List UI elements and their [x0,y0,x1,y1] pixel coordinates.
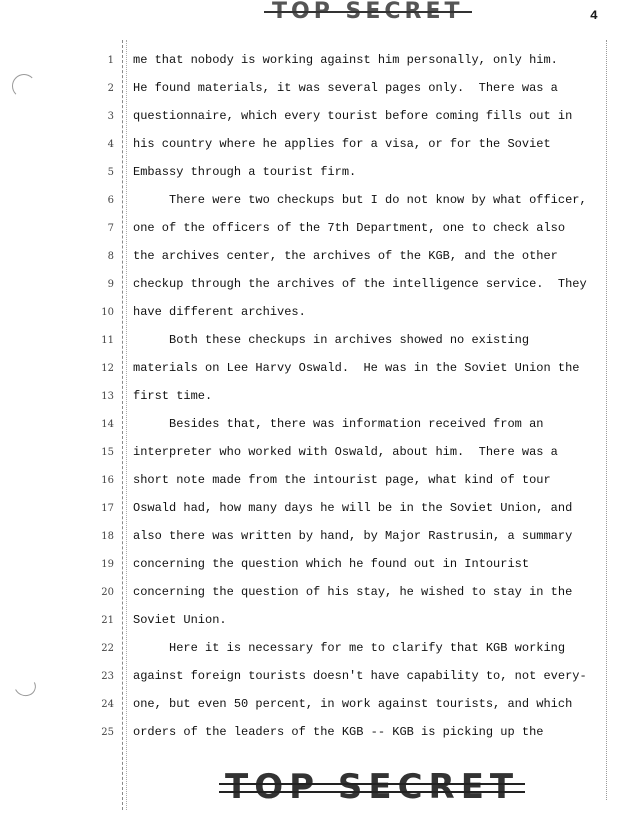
transcript-line: short note made from the intourist page, what kind of tour [133,473,551,487]
transcript-line: Embassy through a tourist firm. [133,165,357,179]
line-number: 9 [107,279,114,290]
transcript-line: materials on Lee Harvy Oswald. He was in the Soviet Union the [133,361,580,375]
top-secret-stamp-header: TOP SECRET [272,0,464,24]
line-number: 5 [107,167,114,178]
transcript-line: He found materials, it was several pages only. There was a [133,81,558,95]
punch-hole-mark [12,74,36,98]
transcript-line: orders of the leaders of the KGB -- KGB is picking up the [133,725,544,739]
transcript-line: questionnaire, which every tourist before coming fills out in [133,109,573,123]
line-number: 17 [101,503,114,514]
transcript-line: Soviet Union. [133,613,227,627]
line-number: 13 [101,391,114,402]
transcript-line: one, but even 50 percent, in work against tourists, and which [133,697,573,711]
line-number: 4 [107,139,114,150]
line-number: 15 [101,447,114,458]
transcript-line: concerning the question which he found out in Intourist [133,557,530,571]
transcript-line: against foreign tourists doesn't have capability to, not every- [133,669,587,683]
line-number: 2 [107,83,114,94]
left-margin-rule-inner [126,40,127,810]
transcript-line: his country where he applies for a visa, or for the Soviet [133,137,551,151]
transcript-line: checkup through the archives of the intelligence service. They [133,277,587,291]
line-number: 20 [101,587,114,598]
line-number: 24 [101,699,114,710]
top-secret-stamp-footer: TOP SECRET [225,767,520,807]
transcript-line: interpreter who worked with Oswald, about him. There was a [133,445,558,459]
line-number: 1 [107,55,114,66]
page-number: 4 [590,8,598,23]
transcript-line: also there was written by hand, by Major Rastrusin, a summary [133,529,573,543]
line-number: 8 [107,251,114,262]
line-number: 18 [101,531,114,542]
punch-hole-mark [11,673,39,699]
transcript-line: Oswald had, how many days he will be in the Soviet Union, and [133,501,573,515]
line-number: 7 [107,223,114,234]
transcript-line: me that nobody is working against him personally, only him. [133,53,558,67]
transcript-line: There were two checkups but I do not know by what officer, [133,193,587,207]
transcript-line: first time. [133,389,213,403]
transcript-line: concerning the question of his stay, he wished to stay in the [133,585,573,599]
line-number: 23 [101,671,114,682]
transcript-line: Both these checkups in archives showed no existing [133,333,530,347]
right-margin-rule [606,40,607,800]
transcript-line: Besides that, there was information received from an [133,417,544,431]
transcript-line: Here it is necessary for me to clarify that KGB working [133,641,566,655]
line-number: 14 [101,419,114,430]
line-number: 12 [101,363,114,374]
transcript-line: have different archives. [133,305,306,319]
line-number: 25 [101,727,114,738]
line-number: 11 [101,335,114,346]
line-number: 19 [101,559,114,570]
left-margin-rule [122,40,123,810]
line-number: 6 [107,195,114,206]
line-number: 22 [101,643,114,654]
line-number: 10 [101,307,114,318]
transcript-line: one of the officers of the 7th Department, one to check also [133,221,566,235]
line-number: 21 [101,615,114,626]
transcript-line: the archives center, the archives of the KGB, and the other [133,249,558,263]
line-number: 16 [101,475,114,486]
line-number: 3 [107,111,114,122]
